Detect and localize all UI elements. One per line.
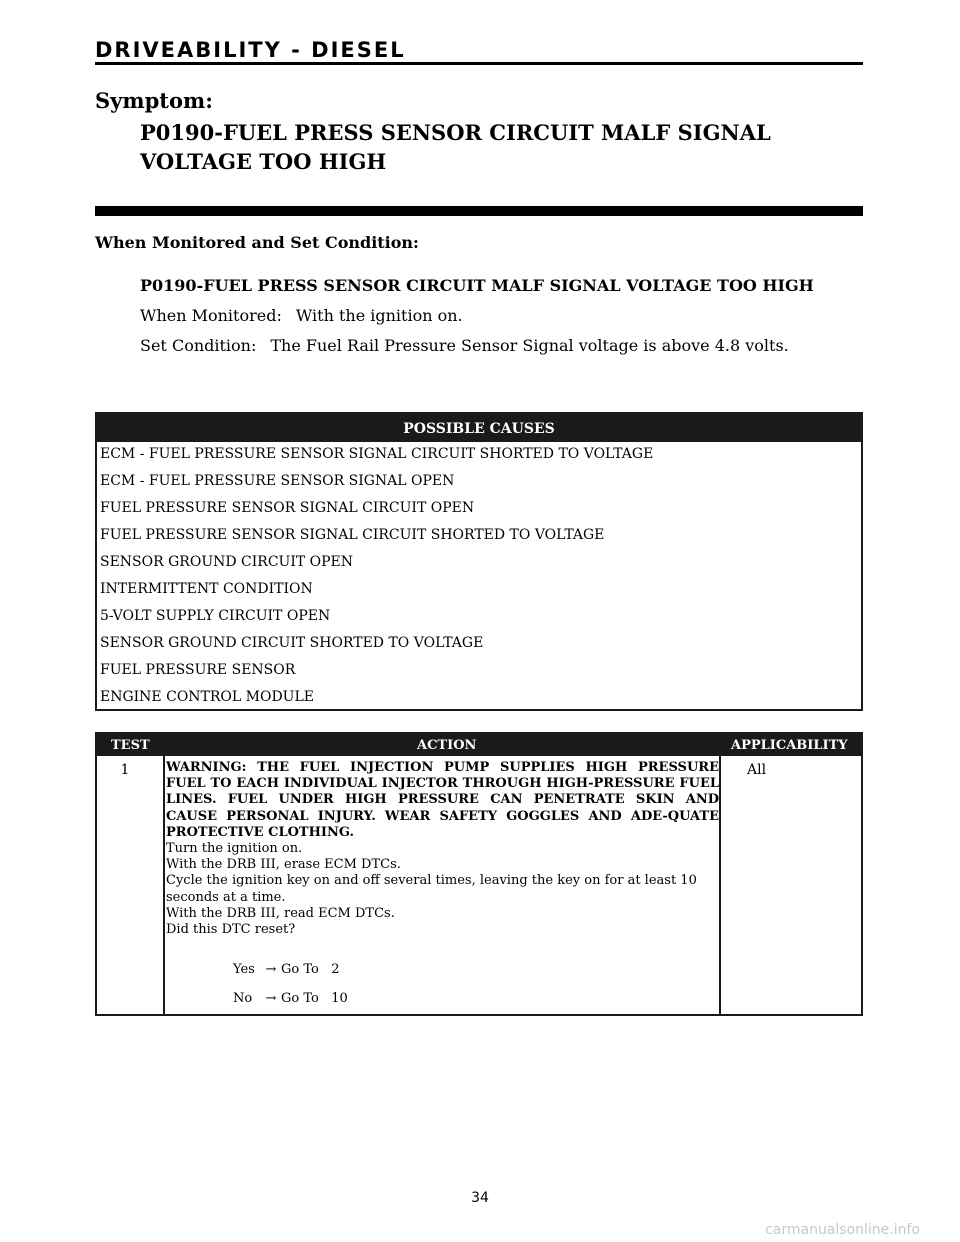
section-header: DRIVEABILITY - DIESEL bbox=[95, 38, 406, 62]
instruction-line: Turn the ignition on. bbox=[166, 841, 303, 857]
applicability-column-header: APPLICABILITY bbox=[731, 738, 848, 753]
test-table bbox=[95, 732, 863, 1016]
section-divider bbox=[95, 206, 863, 216]
yes-branch bbox=[233, 962, 340, 977]
instruction-line: With the DRB III, read ECM DTCs. bbox=[166, 905, 395, 921]
arrow-right-icon: → bbox=[265, 991, 277, 1006]
test-step-applicability: All bbox=[747, 762, 767, 778]
test-table-header bbox=[97, 734, 861, 756]
test-step-action bbox=[166, 760, 719, 938]
test-column-header: TEST bbox=[111, 738, 150, 753]
cause-item: FUEL PRESSURE SENSOR bbox=[100, 662, 296, 678]
warning-text: WARNING: THE FUEL INJECTION PUMP SUPPLIES HIGH PRESSURE FUEL TO EACH INDIVIDUAL INJECTOR THROUGH HIGH-PRESSURE FUEL LINES. FUEL UNDER HIGH PRESSURE CAN PENETRATE SKIN AND CAUSE PERSONAL INJURY. WEAR SAFETY GOGGLES AND ADE-QUATE PROTECTIVE CLOTHING. bbox=[166, 760, 719, 840]
action-column-header: ACTION bbox=[417, 738, 477, 753]
set-condition-label: Set Condition: bbox=[140, 336, 257, 355]
no-branch bbox=[233, 991, 348, 1006]
watermark[interactable]: carmanualsonline.info bbox=[765, 1222, 920, 1238]
possible-causes-table bbox=[95, 412, 863, 711]
cause-item: INTERMITTENT CONDITION bbox=[100, 581, 313, 597]
header-rule bbox=[95, 62, 863, 65]
instruction-line: With the DRB III, erase ECM DTCs. bbox=[166, 857, 401, 873]
monitor-code-title: P0190-FUEL PRESS SENSOR CIRCUIT MALF SIGNAL VOLTAGE TOO HIGH bbox=[140, 276, 814, 295]
symptom-title: P0190-FUEL PRESS SENSOR CIRCUIT MALF SIGNAL VOLTAGE TOO HIGH bbox=[140, 120, 771, 174]
cause-item: FUEL PRESSURE SENSOR SIGNAL CIRCUIT OPEN bbox=[100, 500, 475, 516]
cause-item: SENSOR GROUND CIRCUIT SHORTED TO VOLTAGE bbox=[100, 635, 484, 651]
instruction-line: Cycle the ignition key on and off several times, leaving the key on for at least 10 seconds at a time. bbox=[166, 873, 697, 905]
yes-target: Go To 2 bbox=[281, 962, 340, 977]
column-divider bbox=[719, 756, 721, 1014]
page-number: 34 bbox=[471, 1190, 489, 1206]
set-condition-value: The Fuel Rail Pressure Sensor Signal voltage is above 4.8 volts. bbox=[270, 336, 789, 355]
cause-item: 5-VOLT SUPPLY CIRCUIT OPEN bbox=[100, 608, 331, 624]
instruction-line: Did this DTC reset? bbox=[166, 922, 296, 938]
column-divider bbox=[163, 756, 165, 1014]
when-monitored-value: With the ignition on. bbox=[295, 306, 463, 325]
cause-item: ENGINE CONTROL MODULE bbox=[100, 689, 314, 705]
test-step-number: 1 bbox=[120, 762, 130, 778]
set-condition-line bbox=[140, 336, 789, 355]
yes-label: Yes bbox=[233, 962, 255, 977]
monitor-heading: When Monitored and Set Condition: bbox=[95, 233, 419, 252]
arrow-right-icon: → bbox=[265, 962, 277, 977]
when-monitored-label: When Monitored: bbox=[140, 306, 282, 325]
no-target: Go To 10 bbox=[281, 991, 348, 1006]
symptom-label: Symptom: bbox=[95, 88, 213, 113]
cause-item: FUEL PRESSURE SENSOR SIGNAL CIRCUIT SHORTED TO VOLTAGE bbox=[100, 527, 605, 543]
cause-item: ECM - FUEL PRESSURE SENSOR SIGNAL OPEN bbox=[100, 473, 455, 489]
cause-item: SENSOR GROUND CIRCUIT OPEN bbox=[100, 554, 354, 570]
when-monitored-line bbox=[140, 306, 463, 325]
cause-item: ECM - FUEL PRESSURE SENSOR SIGNAL CIRCUIT SHORTED TO VOLTAGE bbox=[100, 446, 654, 462]
no-label: No bbox=[233, 991, 253, 1006]
possible-causes-heading: POSSIBLE CAUSES bbox=[97, 414, 861, 442]
